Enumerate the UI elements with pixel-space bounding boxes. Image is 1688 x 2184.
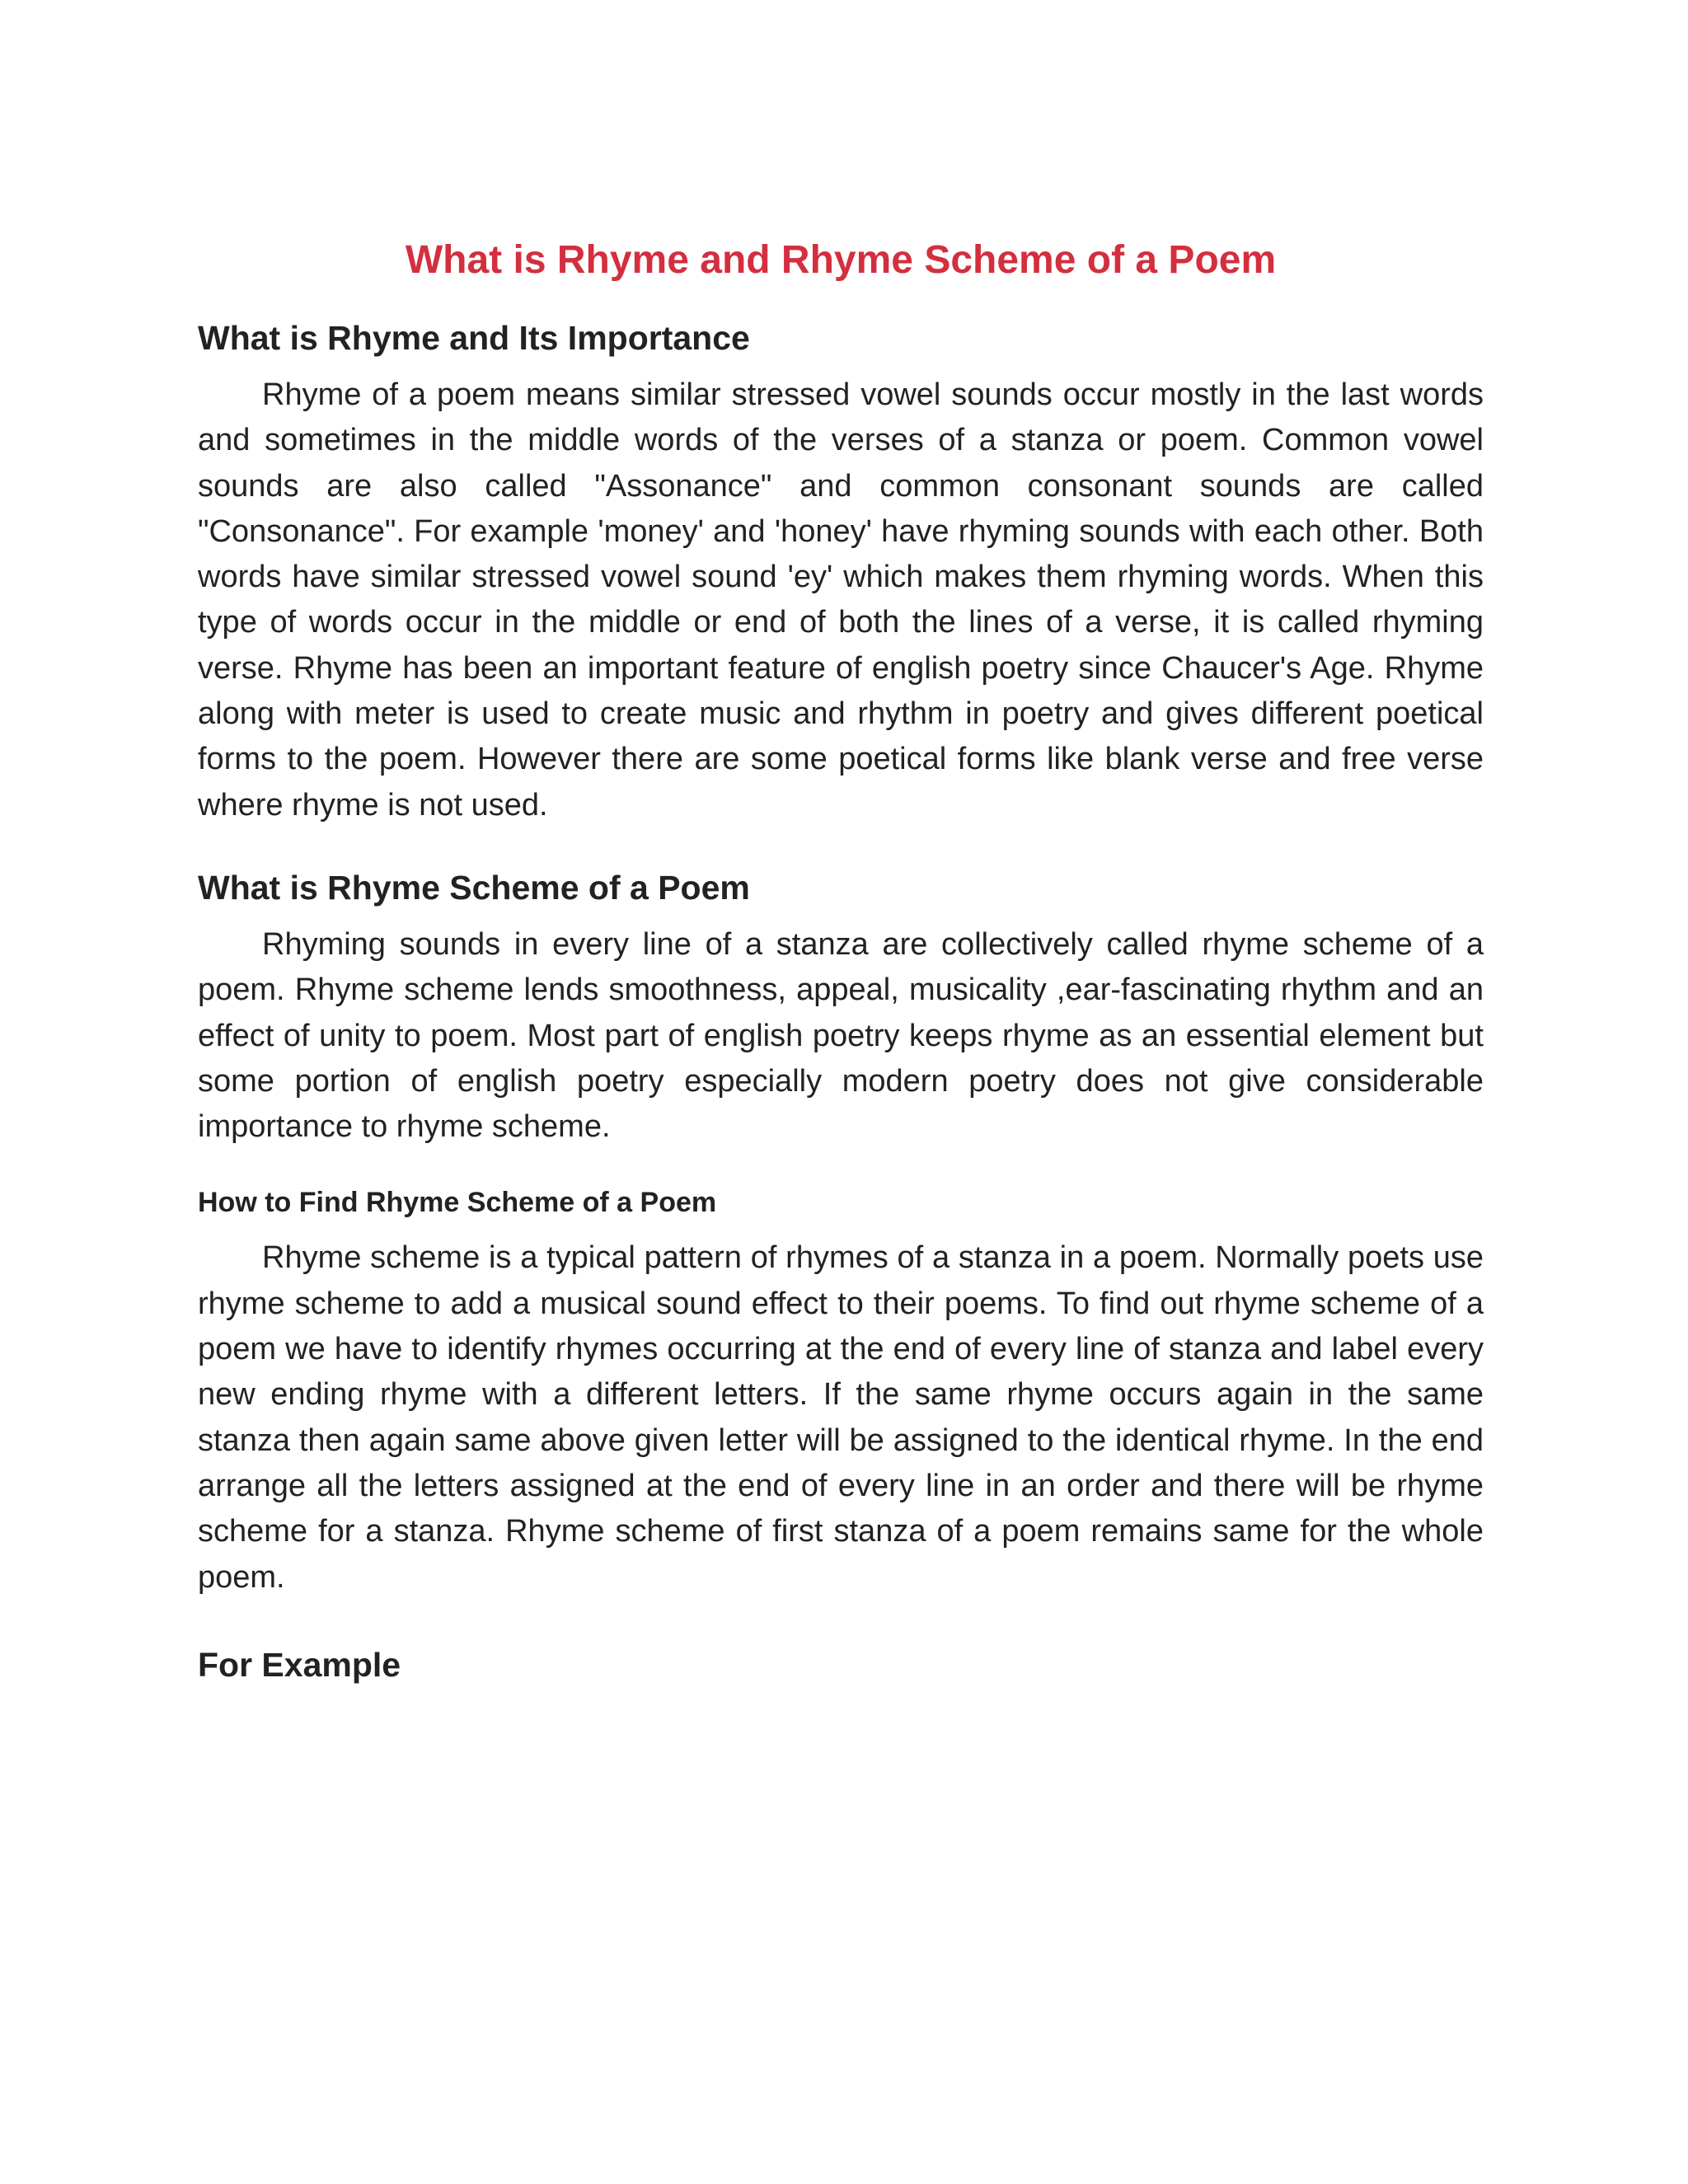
section-heading-rhyme-scheme: What is Rhyme Scheme of a Poem — [198, 868, 750, 907]
document-page — [198, 231, 1484, 1688]
section-paragraph-rhyme-scheme: Rhyming sounds in every line of a stanza are collectively called rhyme scheme of a poem. Rhyme scheme lends smoothness, appeal, musicality ,ear-fascinating rhythm and an effect of unity to poem. Most part of english poetry keeps rhyme as an essential element but some portion of english poetry especially modern poetry does not give considerable importance to rhyme scheme. — [198, 926, 1484, 1145]
section-paragraph-rhyme-importance: Rhyme of a poem means similar stressed vowel sounds occur mostly in the last words and sometimes in the middle words of the verses of a stanza or poem. Common vowel sounds are also called "Assonance" and common consonant sounds are called "Consonance". For example 'money' and 'honey' have rhyming sounds with each other. Both words have similar stressed vowel sound 'ey' which makes them rhyming words. When this type of words occur in the middle or end of both the lines of a verse, it is called rhyming verse. Rhyme has been an important feature of english poetry since Chaucer's Age. Rhyme along with meter is used to create music and rhythm in poetry and gives different poetical forms to the poem. However there are some poetical forms like blank verse and free verse where rhyme is not used. — [198, 377, 1484, 823]
document-title: What is Rhyme and Rhyme Scheme of a Poem — [405, 238, 1277, 282]
subsection-heading-find-rhyme-scheme: How to Find Rhyme Scheme of a Poem — [198, 1187, 717, 1219]
section-heading-rhyme-importance: What is Rhyme and Its Importance — [198, 319, 750, 357]
section-heading-for-example: For Example — [198, 1645, 401, 1684]
subsection-paragraph-find-rhyme-scheme: Rhyme scheme is a typical pattern of rhymes of a stanza in a poem. Normally poets use rhyme scheme to add a musical sound effect to their poems. To find out rhyme scheme of a poem we have to identify rhymes occurring at the end of every line of stanza and label every new ending rhyme with a different letters. If the same rhyme occurs again in the same stanza then again same above given letter will be assigned to the identical rhyme. In the end arrange all the letters assigned at the end of every line in an order and there will be rhyme scheme for a stanza. Rhyme scheme of first stanza of a poem remains same for the whole poem. — [198, 1240, 1484, 1595]
